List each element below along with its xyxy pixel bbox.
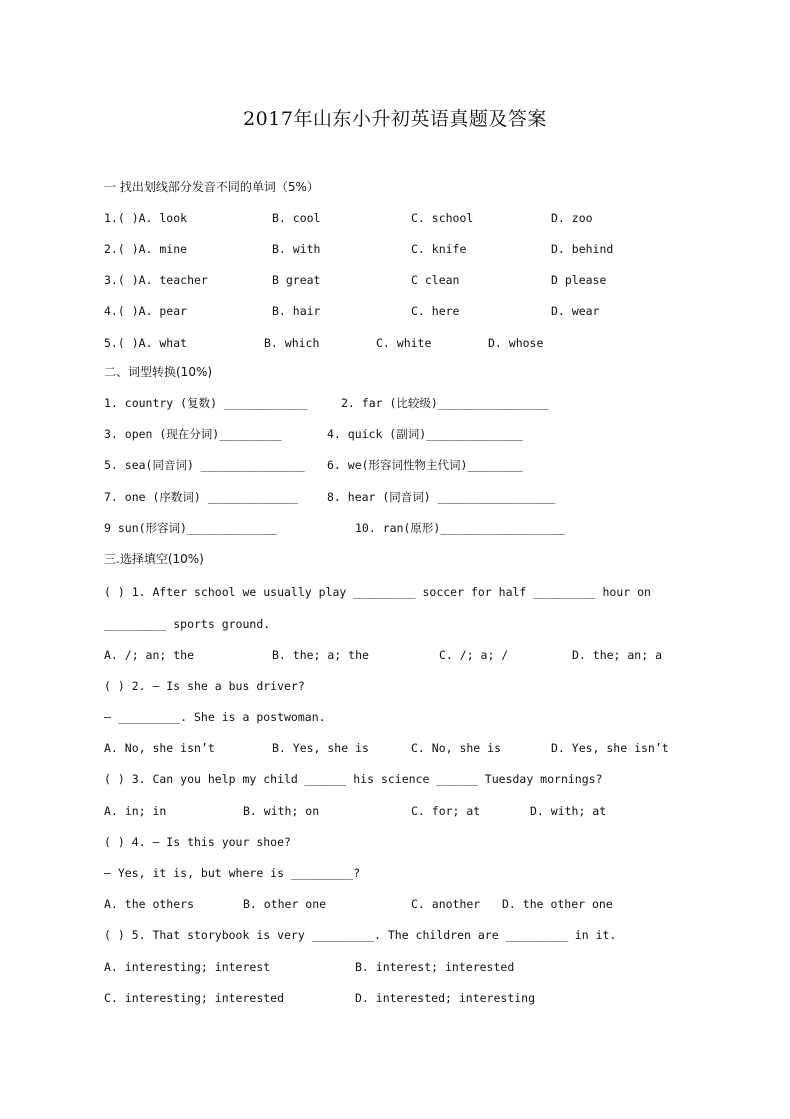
option-b: B. other one: [243, 897, 327, 911]
option-a: A. in; in: [104, 804, 167, 818]
section3-heading: 三.选择填空(10%): [104, 552, 204, 566]
q1-stem: ( ) 1. After school we usually play _________ soccer for half _________ hour on: [104, 585, 651, 599]
option-d: D. Yes, she isn’t: [551, 741, 669, 755]
q2-stem: ( ) 2. — Is she a bus driver?: [104, 679, 305, 693]
option-a: A. /; an; the: [104, 648, 195, 662]
option-b: B. cool: [272, 211, 321, 225]
word-item: 10. ran(原形)__________________: [355, 521, 565, 535]
option-c: C. for; at: [411, 804, 481, 818]
option-c: C. interesting; interested: [104, 991, 285, 1005]
option-d: D. the; an; a: [572, 648, 663, 662]
page-title: 2017年山东小升初英语真题及答案: [243, 108, 547, 130]
option-d: D. the other one: [502, 897, 613, 911]
option-d: D. interested; interesting: [355, 991, 536, 1005]
option-a: 2.( )A. mine: [104, 242, 188, 256]
option-d: D please: [551, 273, 607, 287]
word-item: 8. hear (同音词) _________________: [327, 490, 556, 504]
option-b: B great: [272, 273, 321, 287]
option-c: C clean: [411, 273, 460, 287]
option-b: B. the; a; the: [272, 648, 369, 662]
option-d: D. behind: [551, 242, 614, 256]
option-a: 5.( )A. what: [104, 336, 188, 350]
word-item: 1. country (复数) ____________: [104, 396, 308, 410]
option-a: A. the others: [104, 897, 195, 911]
q5-stem: ( ) 5. That storybook is very _________. The children are _________ in it.: [104, 928, 617, 942]
option-c: C. another: [411, 897, 481, 911]
option-b: B. with; on: [243, 804, 320, 818]
option-a: A. No, she isn’t: [104, 741, 215, 755]
word-item: 7. one (序数词) _____________: [104, 490, 298, 504]
option-c: C. No, she is: [411, 741, 502, 755]
option-a: A. interesting; interest: [104, 960, 271, 974]
section1-heading: 一 找出划线部分发音不同的单词（5%）: [104, 180, 319, 194]
option-b: B. which: [264, 336, 320, 350]
option-b: B. interest; interested: [355, 960, 515, 974]
option-c: C. school: [411, 211, 474, 225]
word-item: 2. far (比较级)________________: [341, 396, 549, 410]
option-b: B. hair: [272, 304, 321, 318]
word-item: 5. sea(同音词) _______________: [104, 458, 305, 472]
option-d: D. whose: [488, 336, 544, 350]
q2-stem-cont: — _________. She is a postwoman.: [104, 710, 326, 724]
q3-stem: ( ) 3. Can you help my child ______ his science ______ Tuesday mornings?: [104, 772, 603, 786]
option-d: D. wear: [551, 304, 600, 318]
option-c: C. /; a; /: [439, 648, 509, 662]
q1-stem-cont: _________ sports ground.: [104, 617, 271, 631]
q4-stem: ( ) 4. — Is this your shoe?: [104, 835, 291, 849]
option-a: 1.( )A. look: [104, 211, 188, 225]
option-b: B. with: [272, 242, 321, 256]
option-b: B. Yes, she is: [272, 741, 369, 755]
word-item: 4. quick (副词)______________: [327, 427, 524, 441]
option-a: 3.( )A. teacher: [104, 273, 208, 287]
option-c: C. knife: [411, 242, 467, 256]
option-d: D. zoo: [551, 211, 593, 225]
q4-stem-cont: — Yes, it is, but where is _________?: [104, 866, 361, 880]
word-item: 3. open (现在分词)_________: [104, 427, 282, 441]
word-item: 9 sun(形容词)_____________: [104, 521, 277, 535]
word-item: 6. we(形容词性物主代词)________: [327, 458, 523, 472]
option-c: C. white: [376, 336, 432, 350]
option-d: D. with; at: [530, 804, 607, 818]
option-a: 4.( )A. pear: [104, 304, 188, 318]
section2-heading: 二、词型转换(10%): [104, 365, 213, 379]
option-c: C. here: [411, 304, 460, 318]
